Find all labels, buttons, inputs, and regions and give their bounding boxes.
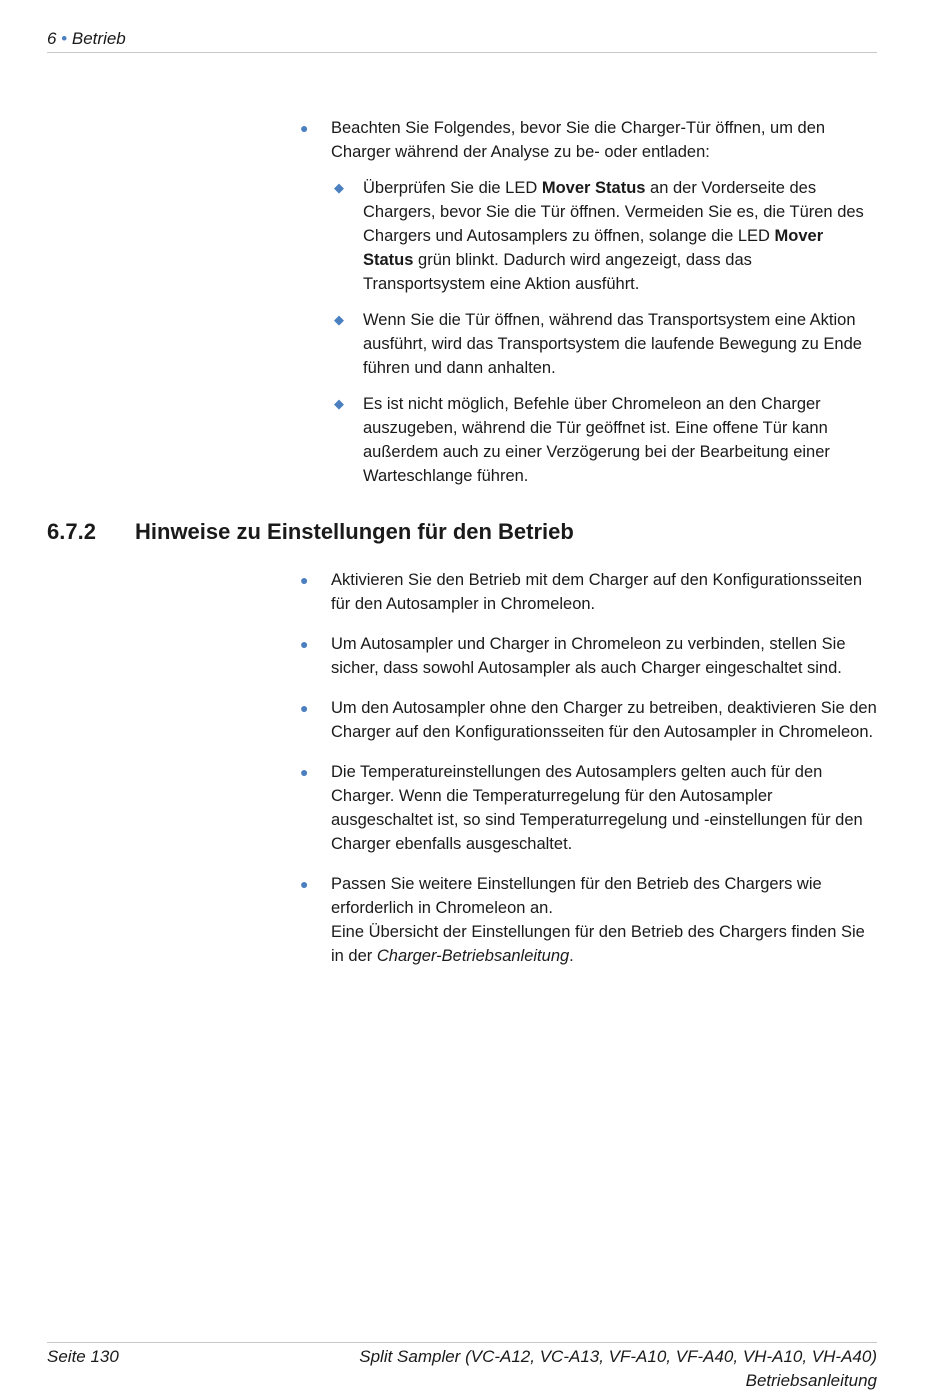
diamond-bullet-icon: ◆ xyxy=(334,312,344,327)
running-header xyxy=(47,28,877,53)
list-item xyxy=(298,632,878,680)
header-separator: • xyxy=(61,29,68,48)
diamond-bullet-icon: ◆ xyxy=(334,396,344,411)
sub-list-item xyxy=(331,176,878,296)
list-item xyxy=(298,568,878,616)
list-item-text: Aktivieren Sie den Betrieb mit dem Charger auf den Konfigurationsseiten für den Autosampler in Chromeleon. xyxy=(331,571,863,613)
sub-item-text-part: Überprüfen Sie die LED xyxy=(363,179,542,197)
list-item-text: Die Temperatureinstellungen des Autosamplers gelten auch für den Charger. Wenn die Temperaturregelung für den Autosampler ausgeschaltet ist, so sind Temperaturregelung und -einstellungen für den Charger ebenfalls ausgeschaltet. xyxy=(331,763,863,853)
list-item xyxy=(298,696,878,744)
section-heading xyxy=(47,516,877,548)
sub-item-text xyxy=(363,179,864,293)
first-bullet-list xyxy=(298,116,878,504)
list-item xyxy=(298,760,878,856)
bullet-icon: ● xyxy=(300,120,309,136)
second-bullet-list xyxy=(298,568,878,984)
bullet-icon: ● xyxy=(300,876,309,892)
section-title: Hinweise zu Einstellungen für den Betrieb xyxy=(135,519,574,544)
sub-list xyxy=(331,176,878,488)
running-footer xyxy=(47,1342,877,1393)
section-number: 6.7.2 xyxy=(47,519,96,544)
list-item-text: Passen Sie weitere Einstellungen für den Betrieb des Chargers wie erforderlich in Chromeleon an. xyxy=(331,875,822,917)
list-item-text: Beachten Sie Folgendes, bevor Sie die Charger-Tür öffnen, um den Charger während der Analyse zu be- oder entladen: xyxy=(331,119,826,161)
bullet-icon: ● xyxy=(300,572,309,588)
manual-reference: Charger-Betriebsanleitung xyxy=(376,947,570,965)
list-item xyxy=(298,872,878,968)
list-item-text-part: . xyxy=(569,947,574,965)
bullet-icon: ● xyxy=(300,700,309,716)
sub-item-text-part: grün blinkt. Dadurch wird angezeigt, dass das Transportsystem eine Aktion ausführt. xyxy=(363,251,752,293)
page-number: Seite 130 xyxy=(47,1347,119,1366)
document-type: Betriebsanleitung xyxy=(745,1371,877,1390)
chapter-number: 6 xyxy=(47,29,57,48)
product-name: Split Sampler (VC-A12, VC-A13, VF-A10, VF-A40, VH-A10, VH-A40) xyxy=(359,1347,877,1366)
list-item-text: Um Autosampler und Charger in Chromeleon zu verbinden, stellen Sie sicher, dass sowohl Autosampler als auch Charger eingeschaltet sind. xyxy=(331,635,846,677)
chapter-title: Betrieb xyxy=(71,29,126,48)
sub-item-text: Wenn Sie die Tür öffnen, während das Transportsystem eine Aktion ausführt, wird das Transportsystem die laufende Bewegung zu Ende führen und dann anhalten. xyxy=(363,311,862,377)
sub-item-text-part: an der Vorderseite des Chargers, bevor Sie die Tür öffnen. Vermeiden Sie es, die Türen des Chargers und Autosamplers zu öffnen, solange die LED xyxy=(363,179,864,245)
list-item-text-part: Eine Übersicht der Einstellungen für den Betrieb des Chargers finden Sie in der xyxy=(331,923,865,965)
led-name-bold: Mover Status xyxy=(363,227,824,269)
sub-list-item xyxy=(331,392,878,488)
sub-item-text: Es ist nicht möglich, Befehle über Chromeleon an den Charger auszugeben, während die Tür geöffnet ist. Eine offene Tür kann außerdem auch zu einer Verzögerung bei der Bearbeitung einer Warteschlange führen. xyxy=(363,395,830,485)
diamond-bullet-icon: ◆ xyxy=(334,180,344,195)
led-name-bold: Mover Status xyxy=(541,179,646,197)
bullet-icon: ● xyxy=(300,636,309,652)
list-item-text: Um den Autosampler ohne den Charger zu betreiben, deaktivieren Sie den Charger auf den Konfigurationsseiten für den Autosampler in Chromeleon. xyxy=(331,699,877,741)
list-item-text xyxy=(331,923,865,965)
list-item xyxy=(298,116,878,488)
bullet-icon: ● xyxy=(300,764,309,780)
sub-list-item xyxy=(331,308,878,380)
